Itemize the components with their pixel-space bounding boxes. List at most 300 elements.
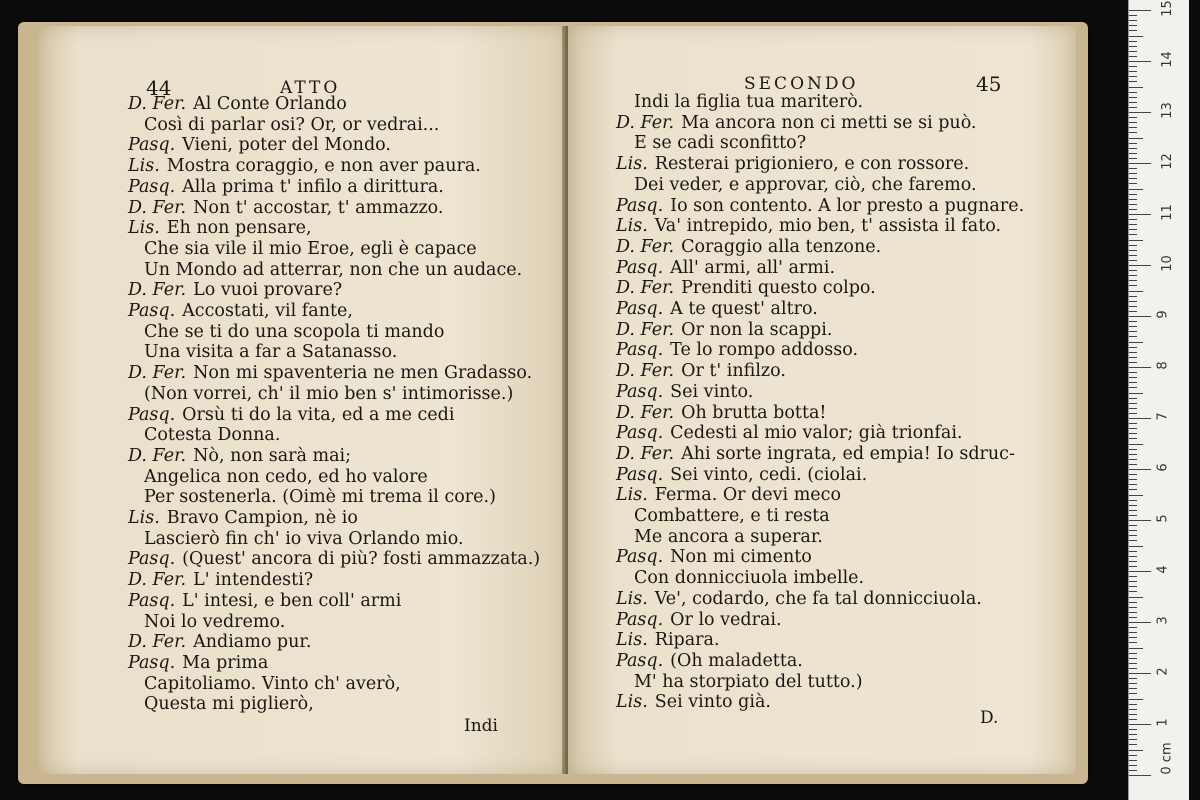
speaker-label: Lis. [616, 630, 648, 651]
text-line [144, 115, 439, 135]
ruler-tick [1129, 81, 1137, 82]
ruler-tick [1129, 515, 1137, 516]
ruler-label: 7 [1155, 412, 1171, 421]
text-line [616, 651, 803, 671]
text-line [144, 487, 496, 507]
ruler-tick [1129, 178, 1137, 179]
ruler-tick [1129, 97, 1137, 98]
speaker-label: Pasq. [128, 404, 176, 425]
ruler-label: 4 [1155, 565, 1171, 574]
ruler-tick [1129, 280, 1137, 281]
text-line [128, 218, 312, 238]
text-line [634, 506, 830, 526]
ruler-label: 15 [1159, 0, 1175, 17]
dialogue-text: All' armi, all' armi. [670, 257, 836, 278]
ruler-tick [1129, 704, 1137, 705]
text-line [144, 425, 280, 445]
ruler-tick [1129, 393, 1143, 394]
ruler-label: 1 [1155, 718, 1171, 727]
ruler-tick [1129, 413, 1137, 414]
dialogue-text: Ve', codardo, che fa tal donnicciuola. [654, 588, 982, 609]
ruler-tick [1129, 540, 1137, 541]
ruler-tick [1129, 607, 1137, 608]
text-line [616, 692, 771, 712]
ruler-tick [1129, 311, 1137, 312]
ruler-tick [1129, 224, 1137, 225]
ruler-tick [1129, 199, 1137, 200]
ruler-tick [1129, 173, 1137, 174]
ruler-tick [1129, 377, 1137, 378]
ruler-tick [1129, 653, 1137, 654]
ruler-tick [1129, 428, 1137, 429]
ruler-tick [1129, 265, 1151, 266]
speaker-label: Lis. [616, 485, 648, 506]
dialogue-text: Questa mi piglierò, [144, 694, 314, 715]
text-line [144, 384, 513, 404]
ruler-tick [1129, 331, 1137, 332]
speaker-label: D. Fer. [128, 632, 187, 653]
speaker-label: Pasq. [616, 381, 664, 402]
dialogue-text: Capitoliamo. Vinto ch' averò, [144, 673, 401, 694]
text-line [616, 237, 881, 257]
ruler-tick [1129, 112, 1151, 113]
dialogue-text: Una visita a far a Satanasso. [144, 342, 398, 363]
dialogue-text: Che se ti do una scopola ti mando [144, 321, 445, 342]
left-running-header: ATTO [280, 78, 341, 98]
ruler-tick [1129, 438, 1137, 439]
speaker-label: Pasq. [128, 590, 176, 611]
ruler-tick [1129, 352, 1137, 353]
speaker-label: D. Fer. [128, 197, 187, 218]
ruler-tick [1129, 143, 1137, 144]
dialogue-text: Cotesta Donna. [144, 425, 281, 446]
text-line [144, 694, 314, 714]
text-line [616, 610, 782, 630]
ruler-tick [1129, 520, 1151, 521]
ruler-tick [1129, 183, 1137, 184]
ruler-tick [1129, 688, 1137, 689]
text-line [128, 156, 481, 176]
speaker-label: D. Fer. [128, 570, 187, 591]
text-line [634, 92, 863, 112]
ruler-tick [1129, 326, 1137, 327]
ruler-tick [1129, 612, 1137, 613]
ruler-tick [1129, 597, 1143, 598]
ruler-tick [1129, 561, 1137, 562]
ruler-tick [1129, 214, 1151, 215]
ruler-tick [1129, 479, 1137, 480]
ruler-label: 10 [1159, 255, 1175, 272]
text-line [128, 653, 268, 673]
text-line [634, 133, 806, 153]
ruler-label: 6 [1155, 463, 1171, 472]
text-line [616, 403, 826, 423]
ruler-tick [1129, 765, 1137, 766]
ruler-tick [1129, 102, 1137, 103]
ruler-tick [1129, 566, 1137, 567]
ruler-tick [1129, 474, 1137, 475]
ruler-tick [1129, 342, 1143, 343]
dialogue-text: Alla prima t' infilo a dirittura. [182, 176, 444, 197]
ruler-tick [1129, 71, 1137, 72]
text-line [616, 630, 720, 650]
dialogue-text: Va' intrepido, mio ben, t' assista il fato. [654, 216, 1002, 237]
text-line [634, 672, 863, 692]
speaker-label: D. Fer. [616, 319, 675, 340]
dialogue-text: Mostra coraggio, e non aver paura. [166, 156, 481, 177]
text-line [128, 177, 444, 197]
speaker-label: Pasq. [616, 340, 664, 361]
speaker-label: D. Fer. [128, 363, 187, 384]
right-page [568, 26, 1076, 774]
ruler-tick [1129, 291, 1143, 292]
left-page [38, 26, 566, 774]
dialogue-text: Or t' infilzo. [681, 361, 786, 382]
ruler-tick [1129, 770, 1137, 771]
ruler-tick [1129, 637, 1137, 638]
dialogue-text: Accostati, vil fante, [182, 301, 353, 321]
text-line [128, 591, 401, 611]
text-line [128, 632, 311, 652]
text-line [616, 320, 832, 340]
ruler-tick [1129, 219, 1137, 220]
measurement-ruler [1128, 0, 1189, 800]
text-line [616, 444, 1015, 464]
dialogue-text: Angelica non cedo, ed ho valore [144, 466, 428, 487]
ruler-tick [1129, 489, 1137, 490]
ruler-tick [1129, 602, 1137, 603]
ruler-tick [1129, 699, 1143, 700]
ruler-tick [1129, 316, 1151, 317]
text-line [616, 423, 962, 443]
dialogue-text: E se cadi sconfitto? [634, 133, 807, 154]
ruler-tick [1129, 734, 1137, 735]
ruler-tick [1129, 433, 1137, 434]
ruler-label: 14 [1159, 51, 1175, 68]
speaker-label: D. Fer. [616, 112, 675, 133]
ruler-tick [1129, 107, 1137, 108]
dialogue-text: Or lo vedrai. [670, 609, 782, 630]
ruler-label: 5 [1155, 514, 1171, 523]
ruler-tick [1129, 500, 1137, 501]
ruler-tick [1129, 260, 1137, 261]
ruler-tick [1129, 683, 1137, 684]
ruler-tick [1129, 525, 1137, 526]
right-running-header: SECONDO [744, 74, 859, 94]
ruler-label: 0 cm [1159, 742, 1175, 775]
speaker-label: Pasq. [128, 549, 176, 570]
right-catchword: D. [980, 708, 999, 728]
ruler-tick [1129, 92, 1137, 93]
ruler-label: 12 [1159, 153, 1175, 170]
text-line [616, 216, 1001, 236]
speaker-label: D. Fer. [616, 361, 675, 382]
ruler-tick [1129, 76, 1137, 77]
ruler-tick [1129, 535, 1137, 536]
ruler-label: 8 [1155, 361, 1171, 370]
speaker-label: Lis. [128, 218, 160, 239]
speaker-label: D. Fer. [616, 402, 675, 423]
dialogue-text: Sei vinto già. [654, 692, 771, 713]
text-line [616, 154, 969, 174]
dialogue-text: Al Conte Orlando [193, 94, 347, 114]
ruler-tick [1129, 387, 1137, 388]
text-line [616, 361, 786, 381]
ruler-tick [1129, 398, 1137, 399]
ruler-tick [1129, 245, 1137, 246]
text-line [128, 570, 313, 590]
dialogue-text: Ahi sorte ingrata, ed empia! Io sdruc- [681, 443, 1015, 464]
ruler-tick [1129, 418, 1151, 419]
speaker-label: Pasq. [616, 423, 664, 444]
speaker-label: Lis. [616, 692, 648, 713]
ruler-tick [1129, 250, 1137, 251]
ruler-tick [1129, 423, 1137, 424]
dialogue-text: Orsù ti do la vita, ed a me cedi [182, 404, 455, 425]
text-line [634, 527, 823, 547]
ruler-tick [1129, 586, 1137, 587]
ruler-tick [1129, 627, 1137, 628]
ruler-tick [1129, 403, 1137, 404]
ruler-tick [1129, 367, 1151, 368]
dialogue-text: Ma ancora non ci metti se si può. [681, 112, 977, 133]
ruler-tick [1129, 673, 1151, 674]
ruler-label: 2 [1155, 667, 1171, 676]
dialogue-text: Nò, non sarà mai; [193, 445, 352, 466]
ruler-tick [1129, 255, 1137, 256]
dialogue-text: Io son contento. A lor presto a pugnare. [670, 195, 1025, 216]
ruler-label: 3 [1155, 616, 1171, 625]
speaker-label: Lis. [616, 154, 648, 175]
dialogue-text: Non mi cimento [670, 547, 812, 568]
right-page-number: 45 [976, 72, 1002, 96]
ruler-tick [1129, 362, 1137, 363]
dialogue-text: M' ha storpiato del tutto.) [634, 671, 863, 692]
dialogue-text: Andiamo pur. [193, 632, 312, 653]
text-line [144, 322, 444, 342]
ruler-tick [1129, 495, 1143, 496]
ruler-tick [1129, 678, 1137, 679]
ruler-tick [1129, 61, 1151, 62]
ruler-tick [1129, 194, 1137, 195]
text-line [616, 258, 835, 278]
ruler-tick [1129, 505, 1137, 506]
left-page-number: 44 [146, 76, 172, 100]
ruler-tick [1129, 127, 1137, 128]
ruler-tick [1129, 138, 1143, 139]
speaker-label: Pasq. [128, 135, 176, 156]
ruler-tick [1129, 658, 1137, 659]
ruler-tick [1129, 459, 1137, 460]
dialogue-text: Per sostenerla. (Oimè mi trema il core.) [144, 487, 496, 508]
ruler-tick [1129, 642, 1137, 643]
speaker-label: Pasq. [616, 195, 664, 216]
text-line [128, 405, 454, 425]
ruler-tick [1129, 775, 1151, 776]
dialogue-text: Ferma. Or devi meco [654, 485, 841, 506]
ruler-tick [1129, 546, 1143, 547]
text-line [144, 260, 522, 280]
ruler-tick [1129, 551, 1137, 552]
dialogue-text: Sei vinto. [670, 381, 754, 402]
text-line [616, 547, 812, 567]
speaker-label: Pasq. [616, 299, 664, 319]
text-line [616, 465, 867, 485]
ruler-tick [1129, 168, 1137, 169]
dialogue-text: Bravo Campion, nè io [166, 508, 358, 528]
dialogue-text: Non mi spaventeria ne men Gradasso. [193, 363, 533, 384]
ruler-tick [1129, 760, 1137, 761]
ruler-tick [1129, 571, 1151, 572]
ruler-tick [1129, 484, 1137, 485]
ruler-tick [1129, 301, 1137, 302]
dialogue-text: Oh brutta botta! [681, 402, 827, 423]
ruler-tick [1129, 153, 1137, 154]
dialogue-text: Prenditi questo colpo. [681, 278, 876, 299]
speaker-label: D. Fer. [128, 445, 187, 466]
dialogue-text: Che sia vile il mio Eroe, egli è capace [144, 238, 477, 259]
dialogue-text: Vieni, poter del Mondo. [182, 135, 391, 156]
speaker-label: Lis. [616, 588, 648, 609]
speaker-label: Lis. [616, 216, 648, 237]
dialogue-text: Or non la scappi. [681, 319, 833, 340]
ruler-tick [1129, 464, 1137, 465]
ruler-tick [1129, 576, 1137, 577]
ruler-tick [1129, 668, 1137, 669]
text-line [634, 568, 864, 588]
text-line [144, 239, 477, 259]
dialogue-text: Me ancora a superar. [634, 526, 823, 547]
ruler-tick [1129, 275, 1137, 276]
dialogue-text: (Non vorrei, ch' il mio ben s' intimorisse.) [144, 383, 514, 404]
ruler-tick [1129, 591, 1137, 592]
ruler-tick [1129, 229, 1137, 230]
text-line [128, 94, 347, 114]
ruler-tick [1129, 117, 1137, 118]
speaker-label: Pasq. [616, 547, 664, 568]
dialogue-text: Un Mondo ad atterrar, non che un audace. [144, 259, 523, 280]
dialogue-text: Lascierò fin ch' io viva Orlando mio. [144, 528, 464, 549]
dialogue-text: L' intesi, e ben coll' armi [182, 590, 402, 611]
ruler-tick [1129, 25, 1137, 26]
ruler-tick [1129, 15, 1137, 16]
dialogue-text: Dei veder, e approvar, ciò, che faremo. [634, 174, 977, 195]
ruler-label: 9 [1155, 310, 1171, 319]
ruler-tick [1129, 163, 1151, 164]
text-line [128, 508, 358, 528]
ruler-tick [1129, 632, 1137, 633]
speaker-label: Lis. [128, 508, 160, 528]
speaker-label: D. Fer. [128, 280, 187, 301]
text-line [128, 549, 540, 569]
ruler-tick [1129, 41, 1137, 42]
ruler-tick [1129, 469, 1151, 470]
ruler-tick [1129, 240, 1143, 241]
ruler-tick [1129, 148, 1137, 149]
dialogue-text: Ripara. [654, 630, 720, 651]
text-line [128, 301, 353, 321]
ruler-tick [1129, 556, 1137, 557]
text-line [616, 340, 858, 360]
dialogue-text: Coraggio alla tenzone. [681, 236, 882, 257]
text-line [616, 278, 876, 298]
ruler-tick [1129, 347, 1137, 348]
dialogue-text: Non t' accostar, t' ammazzo. [193, 197, 444, 218]
ruler-tick [1129, 306, 1137, 307]
dialogue-text: Resterai prigioniero, e con rossore. [654, 154, 970, 175]
text-line [634, 175, 977, 195]
dialogue-text: Così di parlar osi? Or, or vedrai... [144, 114, 440, 135]
speaker-label: Pasq. [128, 652, 176, 673]
text-line [144, 467, 428, 487]
ruler-tick [1129, 622, 1151, 623]
ruler-tick [1129, 321, 1137, 322]
ruler-tick [1129, 204, 1137, 205]
ruler-tick [1129, 132, 1137, 133]
ruler-tick [1129, 36, 1143, 37]
text-line [616, 113, 977, 133]
text-line [616, 299, 818, 319]
ruler-label: 11 [1159, 204, 1175, 221]
ruler-tick [1129, 189, 1143, 190]
dialogue-text: Noi lo vedremo. [144, 611, 286, 632]
dialogue-text: Eh non pensare, [166, 218, 312, 239]
ruler-tick [1129, 719, 1137, 720]
speaker-label: Pasq. [616, 609, 664, 630]
speaker-label: Pasq. [128, 176, 176, 197]
text-line [616, 485, 841, 505]
speaker-label: Pasq. [616, 257, 664, 278]
speaker-label: D. Fer. [128, 94, 187, 114]
ruler-tick [1129, 739, 1137, 740]
ruler-tick [1129, 158, 1137, 159]
text-line [144, 529, 464, 549]
ruler-tick [1129, 454, 1137, 455]
ruler-tick [1129, 270, 1137, 271]
ruler-tick [1129, 444, 1143, 445]
ruler-tick [1129, 51, 1137, 52]
ruler-tick [1129, 357, 1137, 358]
ruler-tick [1129, 56, 1137, 57]
text-line [144, 612, 285, 632]
text-line [144, 342, 397, 362]
ruler-tick [1129, 66, 1137, 67]
ruler-tick [1129, 755, 1137, 756]
speaker-label: Pasq. [616, 650, 664, 671]
text-line [128, 446, 351, 466]
speaker-label: D. Fer. [616, 278, 675, 299]
dialogue-text: A te quest' altro. [670, 299, 818, 319]
speaker-label: D. Fer. [616, 443, 675, 464]
ruler-tick [1129, 714, 1137, 715]
dialogue-text: Ma prima [182, 652, 269, 673]
ruler-tick [1129, 693, 1137, 694]
text-line [128, 363, 532, 383]
left-catchword: Indi [464, 716, 498, 736]
ruler-tick [1129, 30, 1137, 31]
ruler-tick [1129, 617, 1137, 618]
ruler-tick [1129, 744, 1137, 745]
ruler-tick [1129, 408, 1137, 409]
dialogue-text: (Quest' ancora di più? fosti ammazzata.) [182, 549, 541, 570]
speaker-label: Pasq. [128, 301, 176, 321]
ruler-tick [1129, 648, 1143, 649]
dialogue-text: Combattere, e ti resta [634, 506, 830, 526]
text-line [128, 135, 391, 155]
speaker-label: Pasq. [616, 464, 664, 485]
ruler-tick [1129, 581, 1137, 582]
text-line [616, 196, 1024, 216]
